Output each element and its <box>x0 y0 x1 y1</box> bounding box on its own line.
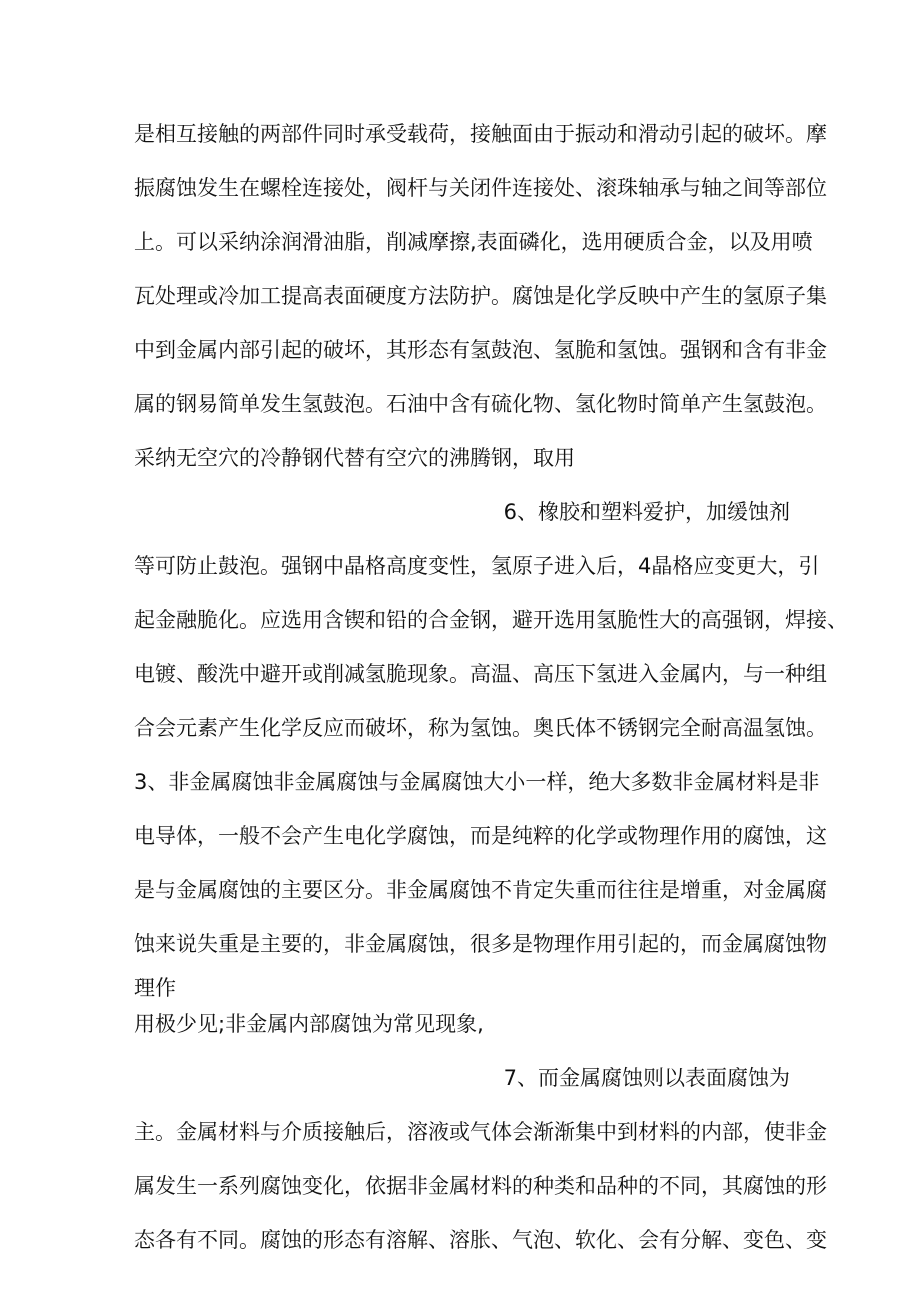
text-line: 中到金属内部引起的破坏，其形态有氢鼓泡、氢脆和氢蚀。强钢和含有非金 <box>134 338 827 362</box>
text-line: 属的钢易简单发生氢鼓泡。石油中含有硫化物、氢化物时简单产生氢鼓泡。 <box>134 392 827 416</box>
text-line: 电导体，一般不会产生电化学腐蚀，而是纯粹的化学或物理作用的腐蚀，这 <box>134 824 827 848</box>
text-line: 主。金属材料与介质接触后，溶液或气体会渐渐集中到材料的内部，使非金 <box>134 1120 827 1144</box>
text-line: 上。可以采纳涂润滑油脂，削减摩擦,表面磷化，选用硬质合金，以及用喷 <box>134 230 813 254</box>
text-line: 蚀来说失重是主要的，非金属腐蚀，很多是物理作用引起的，而金属腐蚀物 <box>134 932 827 956</box>
text-line: 振腐蚀发生在螺栓连接处，阀杆与关闭件连接处、滚珠轴承与轴之间等部位 <box>134 176 827 200</box>
text-line: 态各有不同。腐蚀的形态有溶解、溶胀、气泡、软化、会有分解、变色、变 <box>134 1228 827 1252</box>
text-line: 6、橡胶和塑料爱护，加缓蚀剂 <box>503 500 790 524</box>
text-line: 合会元素产生化学反应而破坏，称为氢蚀。奥氏体不锈钢完全耐高温氢蚀。 <box>134 716 827 740</box>
text-line: 是相互接触的两部件同时承受载荷，接触面由于振动和滑动引起的破坏。摩 <box>134 122 827 146</box>
text-line: 理作 <box>134 976 176 1000</box>
text-line: 等可防止鼓泡。强钢中晶格高度变性，氢原子进入后，4晶格应变更大，引 <box>134 554 820 578</box>
text-line: 瓦处理或冷加工提高表面硬度方法防护。腐蚀是化学反映中产生的氢原子集 <box>134 284 827 308</box>
text-line: 用极少见;非金属内部腐蚀为常见现象, <box>134 1012 484 1036</box>
text-line: 7、而金属腐蚀则以表面腐蚀为 <box>503 1066 790 1090</box>
text-line: 是与金属腐蚀的主要区分。非金属腐蚀不肯定失重而往往是增重，对金属腐 <box>134 878 827 902</box>
text-line: 起金融脆化。应选用含锲和铅的合金钢，避开选用氢脆性大的高强钢，焊接、 <box>134 608 848 632</box>
text-line: 属发生一系列腐蚀变化，依据非金属材料的种类和品种的不同，其腐蚀的形 <box>134 1174 827 1198</box>
text-line: 3、非金属腐蚀非金属腐蚀与金属腐蚀大小一样，绝大多数非金属材料是非 <box>134 770 820 794</box>
text-line: 采纳无空穴的冷静钢代替有空穴的沸腾钢，取用 <box>134 446 575 470</box>
text-line: 电镀、酸洗中避开或削减氢脆现象。高温、高压下氢进入金属内，与一种组 <box>134 662 827 686</box>
